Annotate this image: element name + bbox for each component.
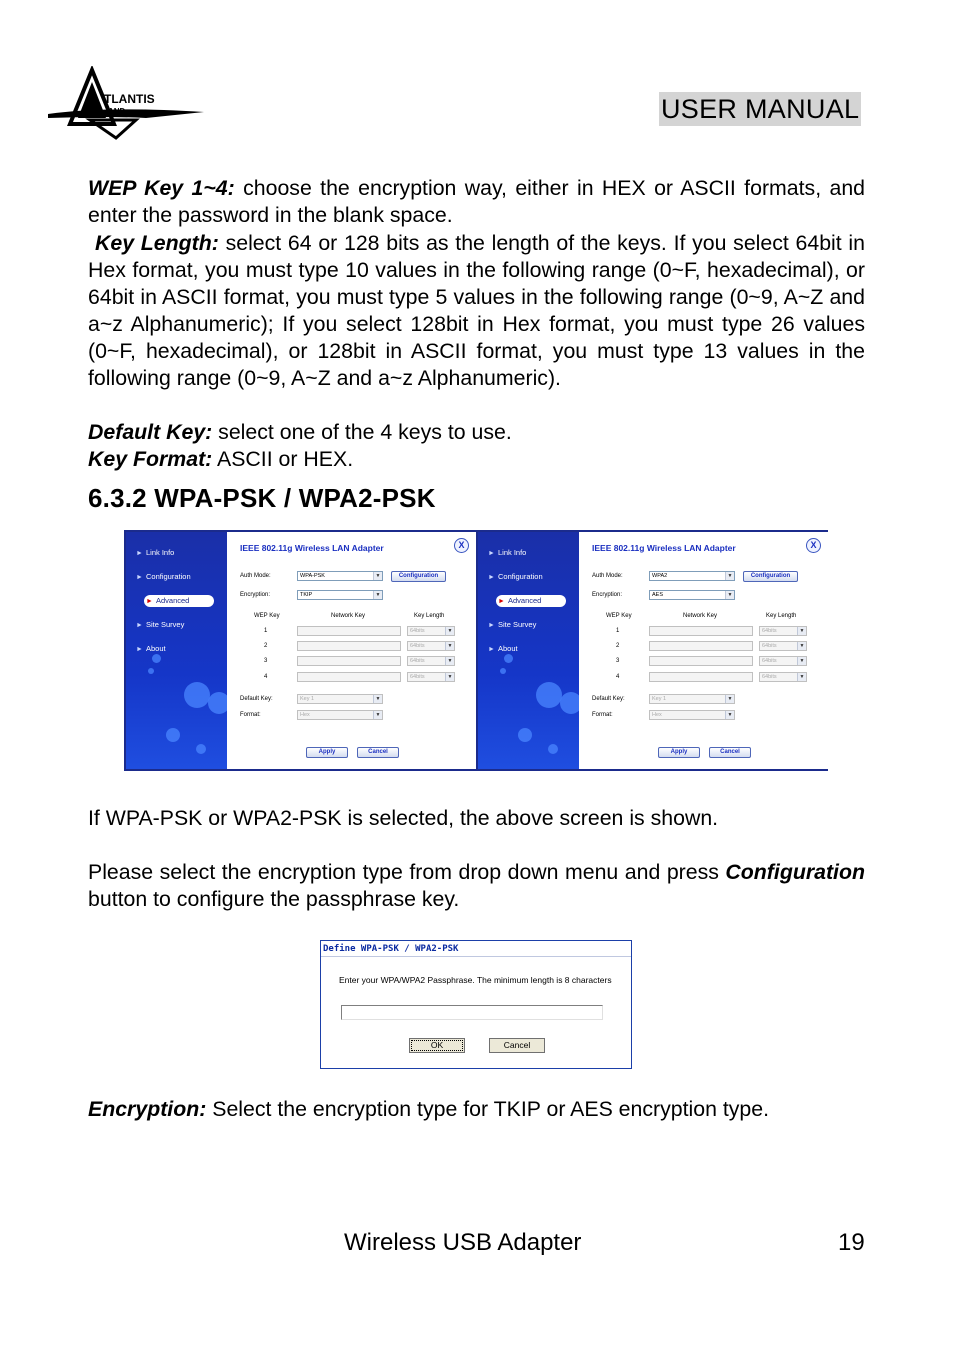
encryption-text: Select the encryption type for TKIP or AES encryption type. <box>206 1097 770 1121</box>
atlantis-logo <box>46 66 208 140</box>
wep-key-number: 2 <box>264 643 268 649</box>
dropdown-arrow-icon: ▼ <box>797 657 806 665</box>
format-value: Hex <box>300 712 310 718</box>
default-key-select[interactable] <box>297 694 383 704</box>
sidebar-item-configuration[interactable] <box>136 571 191 583</box>
wep-key-number: 1 <box>616 628 620 634</box>
key-length-text: select 64 or 128 bits as the length of the keys. If you select 64bit in Hex format, you must type 10 values in the following range (0~F, hexadecimal), or 64bit in ASCII format, you must type 5 values in the following range (0~9, A~Z and a~z Alphanumeric); If you select 128bit in Hex format, you must type 26 values (0~F, hexadecimal), or 128bit in ASCII format, you must type 13 values in the following range (0~9, A~Z and a~z Alphanumeric). <box>88 231 865 390</box>
dropdown-arrow-icon: ▼ <box>725 695 734 703</box>
dropdown-arrow-icon: ▼ <box>445 642 454 650</box>
panel-title: IEEE 802.11g Wireless LAN Adapter <box>240 543 384 553</box>
format-label: Format: <box>240 712 261 718</box>
dropdown-arrow-icon: ▼ <box>797 627 806 635</box>
dropdown-arrow-icon: ▼ <box>373 591 382 599</box>
key-length-select[interactable] <box>407 656 455 666</box>
network-key-input[interactable] <box>297 641 401 651</box>
key-format-paragraph <box>88 446 865 473</box>
decorative-circle <box>518 728 532 742</box>
encryption-select[interactable] <box>649 590 735 600</box>
dropdown-arrow-icon: ▼ <box>725 711 734 719</box>
decorative-circle <box>504 654 513 663</box>
decorative-circle <box>500 668 506 674</box>
settings-content <box>579 532 828 769</box>
default-key-paragraph <box>88 419 865 446</box>
sidebar-item-label: Site Survey <box>146 620 185 629</box>
encryption-label: Encryption: <box>240 592 271 598</box>
wep-key-text: choose the encryption way, either in HEX or ASCII formats, and enter the password in the blank space. <box>88 176 866 227</box>
sidebar-item-label: Link Info <box>146 548 175 557</box>
dialog-message: Enter your WPA/WPA2 Passphrase. The minimum length is 8 characters <box>339 975 612 985</box>
key-length-select[interactable] <box>407 641 455 651</box>
dropdown-arrow-icon: ▼ <box>373 695 382 703</box>
dropdown-arrow-icon: ▼ <box>373 711 382 719</box>
dropdown-arrow-icon: ▼ <box>373 572 382 580</box>
wep-key-number: 3 <box>616 658 620 664</box>
network-key-input[interactable] <box>649 672 753 682</box>
sidebar-item-label: Advanced <box>156 596 190 605</box>
default-key-value: Key 1 <box>652 696 667 702</box>
encryption-label: Encryption: <box>88 1097 207 1121</box>
key-format-text: ASCII or HEX. <box>212 447 354 471</box>
sidebar <box>478 532 579 769</box>
key-length-value: 64bits <box>410 658 425 664</box>
dropdown-arrow-icon: ▼ <box>725 572 734 580</box>
wep-key-number: 4 <box>616 674 620 680</box>
encryption-value: TKIP <box>300 592 313 598</box>
manual-title: USER MANUAL <box>661 94 860 124</box>
configuration-button[interactable]: Configuration <box>743 571 798 582</box>
wep-key-paragraph <box>88 175 865 229</box>
apply-button[interactable]: Apply <box>658 747 700 758</box>
dropdown-arrow-icon: ▼ <box>445 627 454 635</box>
network-key-header: Network Key <box>683 613 718 619</box>
sidebar-item-label: Advanced <box>508 596 542 605</box>
dropdown-arrow-icon: ▼ <box>445 657 454 665</box>
adapter-screenshots <box>124 530 828 771</box>
wep-key-header: WEP Key <box>254 613 280 619</box>
key-length-value: 64bits <box>410 628 425 634</box>
cancel-button[interactable]: Cancel <box>709 747 751 758</box>
chevron-right-icon: ► <box>488 550 495 557</box>
sidebar-item-configuration[interactable] <box>488 571 543 583</box>
auth-mode-label: Auth Mode: <box>592 573 623 579</box>
key-length-header: Key Length <box>414 613 445 619</box>
decorative-circle <box>536 682 562 708</box>
dropdown-arrow-icon: ▼ <box>797 673 806 681</box>
select-text-2: button to configure the passphrase key. <box>88 887 460 911</box>
default-key-text: select one of the 4 keys to use. <box>212 420 512 444</box>
cancel-button[interactable]: Cancel <box>357 747 399 758</box>
sidebar-item-link-info[interactable] <box>488 547 526 559</box>
encryption-value: AES <box>652 592 664 598</box>
key-length-select[interactable] <box>759 672 807 682</box>
sidebar <box>126 532 227 769</box>
default-key-select[interactable] <box>649 694 735 704</box>
key-length-select[interactable] <box>759 641 807 651</box>
atlantis-logo-icon <box>46 66 208 140</box>
page-number: 19 <box>838 1229 865 1256</box>
configuration-label: Configuration <box>725 860 865 884</box>
section-heading: 6.3.2 WPA-PSK / WPA2-PSK <box>88 483 436 513</box>
select-text-1: Please select the encryption type from drop down menu and press <box>88 860 726 884</box>
screen-shown-paragraph: If WPA-PSK or WPA2-PSK is selected, the above screen is shown. <box>88 806 719 830</box>
wep-key-number: 1 <box>264 628 268 634</box>
auth-mode-select[interactable] <box>297 571 383 581</box>
decorative-circle <box>166 728 180 742</box>
decorative-circle <box>148 668 154 674</box>
key-length-value: 64bits <box>762 643 777 649</box>
key-length-value: 64bits <box>410 674 425 680</box>
network-key-input[interactable] <box>649 641 753 651</box>
settings-content <box>227 532 476 769</box>
decorative-circle <box>196 744 206 754</box>
key-length-paragraph <box>88 230 865 392</box>
dropdown-arrow-icon: ▼ <box>725 591 734 599</box>
key-format-label: Key Format: <box>88 447 213 471</box>
key-length-value: 64bits <box>762 628 777 634</box>
decorative-circle <box>184 682 210 708</box>
key-length-select[interactable] <box>759 626 807 636</box>
format-value: Hex <box>652 712 662 718</box>
encryption-paragraph <box>88 1096 865 1123</box>
chevron-right-icon: ► <box>136 646 143 653</box>
auth-mode-value: WPA2 <box>652 573 668 579</box>
passphrase-dialog <box>320 940 632 1069</box>
close-button[interactable]: X <box>454 538 469 553</box>
encryption-select[interactable] <box>297 590 383 600</box>
svg-text:TLANTIS: TLANTIS <box>104 92 155 106</box>
default-key-value: Key 1 <box>300 696 315 702</box>
default-key-label: Default Key: <box>592 696 625 702</box>
sidebar-item-site-survey[interactable] <box>136 619 184 631</box>
default-key-label: Default Key: <box>240 696 273 702</box>
chevron-right-icon: ► <box>136 574 143 581</box>
sidebar-item-label: Link Info <box>498 548 527 557</box>
chevron-right-icon: ► <box>488 622 495 629</box>
wep-key-number: 3 <box>264 658 268 664</box>
network-key-input[interactable] <box>649 656 753 666</box>
key-length-header: Key Length <box>766 613 797 619</box>
chevron-right-icon: ► <box>488 646 495 653</box>
sidebar-item-label: Configuration <box>498 572 543 581</box>
sidebar-item-label: Site Survey <box>498 620 537 629</box>
adapter-panel-wpa2 <box>478 532 828 769</box>
footer-title: Wireless USB Adapter <box>344 1229 582 1256</box>
wep-key-label: WEP Key 1~4: <box>88 176 235 200</box>
wep-key-number: 4 <box>264 674 268 680</box>
configuration-button[interactable]: Configuration <box>391 571 446 582</box>
network-key-input[interactable] <box>649 626 753 636</box>
auth-mode-value: WPA-PSK <box>300 573 325 579</box>
chevron-right-icon: ► <box>146 598 153 605</box>
chevron-right-icon: ► <box>498 598 505 605</box>
dropdown-arrow-icon: ▼ <box>797 642 806 650</box>
sidebar-item-about[interactable] <box>136 643 166 655</box>
wep-key-header: WEP Key <box>606 613 632 619</box>
format-select[interactable] <box>649 710 735 720</box>
sidebar-item-link-info[interactable] <box>136 547 174 559</box>
encryption-label: Encryption: <box>592 592 623 598</box>
select-paragraph <box>88 859 865 913</box>
close-button[interactable]: X <box>806 538 821 553</box>
key-length-select[interactable] <box>407 626 455 636</box>
key-length-value: 64bits <box>762 674 777 680</box>
network-key-header: Network Key <box>331 613 366 619</box>
sidebar-item-site-survey[interactable] <box>488 619 536 631</box>
apply-button[interactable]: Apply <box>306 747 348 758</box>
sidebar-item-label: About <box>498 644 518 653</box>
chevron-right-icon: ► <box>136 550 143 557</box>
svg-text:AND: AND <box>108 107 126 116</box>
sidebar-item-advanced[interactable] <box>144 595 214 607</box>
sidebar-item-advanced[interactable] <box>496 595 566 607</box>
sidebar-item-label: Configuration <box>146 572 191 581</box>
auth-mode-select[interactable] <box>649 571 735 581</box>
key-length-label: Key Length: <box>95 231 219 255</box>
key-length-select[interactable] <box>759 656 807 666</box>
chevron-right-icon: ► <box>488 574 495 581</box>
sidebar-item-label: About <box>146 644 166 653</box>
sidebar-item-about[interactable] <box>488 643 518 655</box>
chevron-right-icon: ► <box>136 622 143 629</box>
adapter-panel-wpa-psk <box>126 532 476 769</box>
panel-title: IEEE 802.11g Wireless LAN Adapter <box>592 543 736 553</box>
network-key-input[interactable] <box>297 656 401 666</box>
key-length-select[interactable] <box>407 672 455 682</box>
ok-button[interactable]: OK <box>409 1038 465 1053</box>
key-length-value: 64bits <box>762 658 777 664</box>
decorative-circle <box>548 744 558 754</box>
dialog-cancel-button[interactable]: Cancel <box>489 1038 545 1053</box>
network-key-input[interactable] <box>297 672 401 682</box>
dialog-title: Define WPA-PSK / WPA2-PSK <box>321 941 631 957</box>
default-key-label: Default Key: <box>88 420 213 444</box>
format-label: Format: <box>592 712 613 718</box>
dropdown-arrow-icon: ▼ <box>445 673 454 681</box>
network-key-input[interactable] <box>297 626 401 636</box>
passphrase-input[interactable] <box>341 1005 603 1020</box>
key-length-value: 64bits <box>410 643 425 649</box>
format-select[interactable] <box>297 710 383 720</box>
decorative-circle <box>152 654 161 663</box>
auth-mode-label: Auth Mode: <box>240 573 271 579</box>
wep-key-number: 2 <box>616 643 620 649</box>
